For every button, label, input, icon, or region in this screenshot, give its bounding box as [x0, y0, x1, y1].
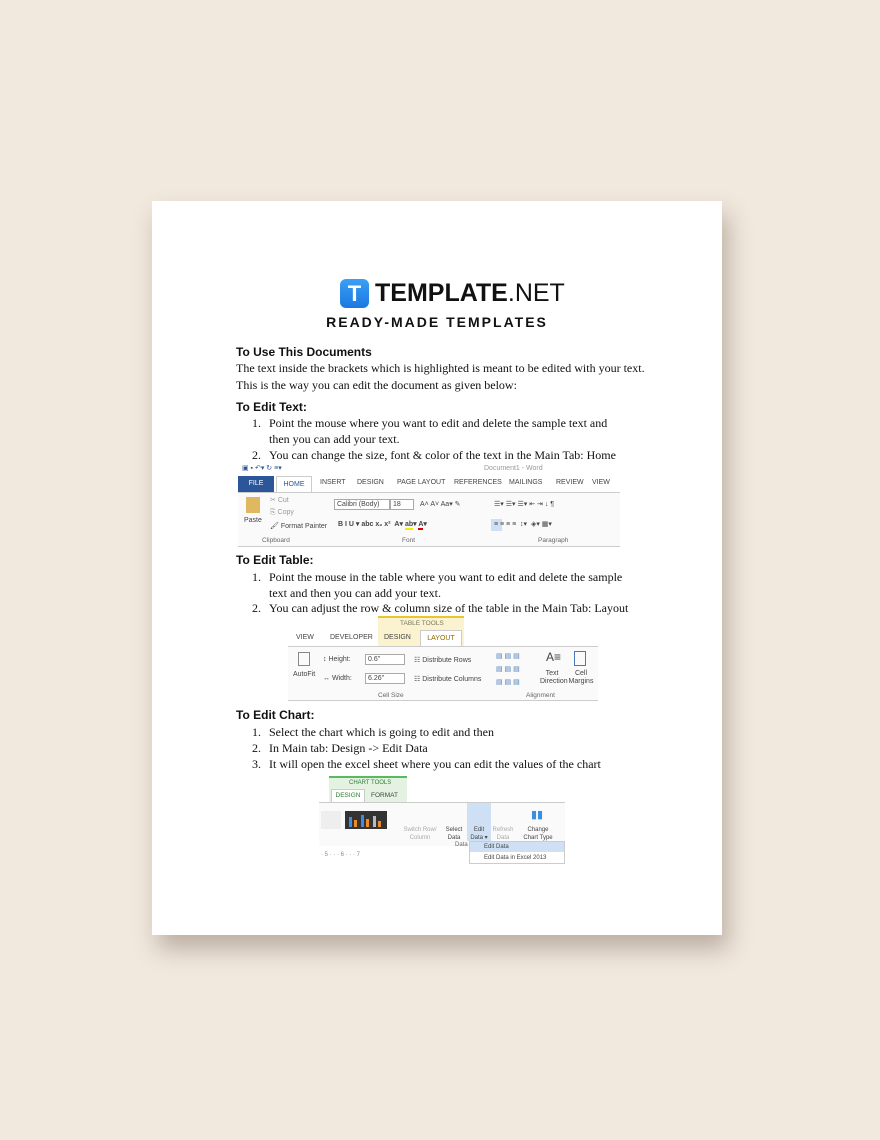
format-painter-button: 🖌 Format Painter [270, 523, 328, 530]
table-layout-ribbon-image [288, 616, 598, 702]
switch-row-column-button: Switch Row/ Column [403, 827, 437, 841]
width-label: ↔ Width: [323, 675, 352, 682]
list-item: 3. It will open the excel sheet where you can edit the values of the chart [252, 757, 601, 771]
autofit-button: AutoFit [293, 671, 316, 678]
cell-margins-icon [574, 651, 586, 666]
list-item: 2. You can change the size, font & color of the text in the Main Tab: Home [252, 448, 616, 462]
text-direction-icon: A≡ [546, 650, 562, 664]
bar-chart-icon: ▮▮ [531, 809, 544, 821]
intro-heading: To Use This Documents [236, 345, 372, 359]
quick-access-icons: ▣ ▪ ↶▾ ↻ ≡▾ [242, 465, 282, 472]
group-clipboard: Clipboard [262, 537, 290, 544]
list-icons: ☰▾ ☰▾ ☰▾ ⇤ ⇥ ↓ ¶ [494, 501, 555, 508]
select-data-button: Select Data [445, 827, 463, 841]
menu-item-edit-data: Edit Data [470, 842, 564, 852]
edit-text-heading: To Edit Text: [236, 400, 307, 414]
list-item: 2. You can adjust the row & column size of the table in the Main Tab: Layout [252, 601, 629, 615]
logo-brand: TEMPLATE [375, 279, 508, 307]
font-size-field: 18 [390, 499, 414, 510]
font-grow-shrink-icons: A˄ A˅ Aa▾ ✎ [420, 501, 461, 508]
tab-design: DESIGN [331, 789, 365, 802]
tab-design: DESIGN [357, 479, 384, 486]
height-field: 0.6" [365, 654, 405, 665]
list-item: 1. Point the mouse in the table where you want to edit and delete the sample text and then you can add your text. [252, 570, 623, 600]
group-font: Font [402, 537, 416, 544]
alignment-icons: ≡ ≡ ≡ ≡ ↕▾ ◈▾ ▦▾ [494, 521, 552, 528]
window-title: Document1 - Word [484, 465, 543, 472]
tab-design: DESIGN [384, 634, 411, 641]
chart-design-ribbon-image [319, 774, 565, 864]
tab-mailings: MAILINGS [509, 479, 543, 486]
tab-review: REVIEW [556, 479, 584, 486]
template-net-logo [340, 279, 565, 308]
tab-insert: INSERT [320, 479, 346, 486]
chart-style-thumb [321, 811, 341, 829]
edit-chart-heading: To Edit Chart: [236, 708, 315, 722]
distribute-rows-button: ☷ Distribute Rows [414, 657, 472, 664]
paste-icon [246, 497, 260, 513]
tab-references: REFERENCES [454, 479, 502, 486]
tab-home: HOME [276, 476, 312, 493]
tab-layout: LAYOUT [420, 630, 462, 647]
tab-format: FORMAT [371, 792, 398, 799]
logo-icon: T [340, 279, 369, 308]
table-tools-label: TABLE TOOLS [400, 620, 444, 627]
edit-table-heading: To Edit Table: [236, 553, 314, 567]
height-label: ↕ Height: [323, 656, 351, 663]
edit-data-button: Edit Data ▾ [470, 827, 488, 841]
tab-view: VIEW [296, 634, 314, 641]
list-item: 1. Point the mouse where you want to edit and delete the sample text and then you can add your text. [252, 416, 608, 446]
tagline: READY-MADE TEMPLATES [326, 314, 548, 330]
width-field: 6.26" [365, 673, 405, 684]
logo-suffix: .NET [507, 279, 565, 307]
document-page [152, 201, 722, 935]
cut-button: ✂ Cut [270, 497, 289, 504]
font-name-field: Calibri (Body) [334, 499, 390, 510]
list-item: 2. In Main tab: Design -> Edit Data [252, 741, 428, 755]
intro-line: The text inside the brackets which is highlighted is meant to be edited with your text. [236, 361, 645, 375]
menu-item-edit-data-excel: Edit Data in Excel 2013 [484, 855, 547, 861]
alignment-grid-icons: ▤ ▤ ▤ ▤ ▤ ▤ ▤ ▤ ▤ [496, 653, 520, 686]
group-paragraph: Paragraph [538, 537, 569, 544]
tab-view: VIEW [592, 479, 610, 486]
intro-line: This is the way you can edit the document as given below: [236, 378, 517, 392]
paste-button: Paste [244, 517, 262, 524]
tab-file: FILE [238, 476, 274, 492]
chart-style-thumb-selected [345, 811, 387, 829]
refresh-data-button: Refresh Data [492, 827, 514, 841]
autofit-icon [298, 652, 310, 666]
distribute-columns-button: ☷ Distribute Columns [414, 676, 482, 683]
ruler: · 5 · · · 6 · · · 7 [321, 852, 360, 858]
group-cell-size: Cell Size [378, 692, 404, 699]
chart-tools-label: CHART TOOLS [349, 780, 392, 786]
cell-margins-button: Cell Margins [568, 670, 594, 685]
change-chart-type-button: Change Chart Type [523, 827, 553, 841]
tab-page-layout: PAGE LAYOUT [397, 479, 446, 486]
font-format-icons: B I U ▾ abc x₂ x² A▾ ab▾ A▾ [338, 521, 427, 528]
tab-developer: DEVELOPER [330, 634, 373, 641]
group-alignment: Alignment [526, 692, 555, 699]
list-item: 1. Select the chart which is going to edit and then [252, 725, 494, 739]
word-home-ribbon-image [238, 462, 620, 549]
group-data: Data [455, 842, 468, 848]
text-direction-button: Text Direction [540, 670, 568, 685]
copy-button: ⎘ Copy [270, 509, 294, 516]
